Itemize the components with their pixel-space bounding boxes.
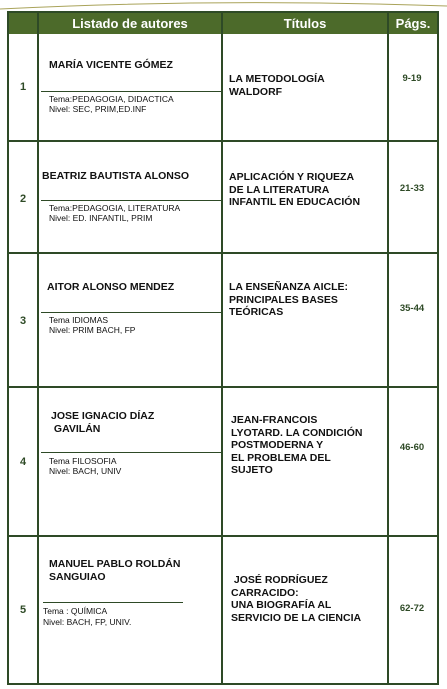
header-titles: Títulos bbox=[223, 13, 387, 34]
row-number: 3 bbox=[19, 315, 27, 327]
page-range: 9-19 bbox=[402, 73, 422, 84]
author-name: MARÍA VICENTE GÓMEZ bbox=[49, 59, 173, 71]
author-name: JOSE IGNACIO DÍAZ GAVILÁN bbox=[51, 410, 155, 435]
author-level: Nivel: BACH, UNIV bbox=[49, 466, 122, 476]
author-name: AITOR ALONSO MENDEZ bbox=[47, 281, 175, 293]
row-number: 5 bbox=[19, 604, 27, 616]
author-topic: Tema:PEDAGOGIA, LITERATURA bbox=[49, 203, 181, 213]
author-level: Nivel: SEC, PRIM,ED.INF bbox=[49, 104, 147, 114]
article-title: LA METODOLOGÍA WALDORF bbox=[229, 73, 325, 98]
author-level: Nivel: PRIM BACH, FP bbox=[49, 325, 136, 335]
page-range: 21-33 bbox=[399, 183, 425, 194]
author-level: Nivel: BACH, FP, UNIV. bbox=[43, 617, 132, 627]
row-number: 4 bbox=[19, 456, 27, 468]
page-range: 46-60 bbox=[399, 442, 425, 453]
article-title: APLICACIÓN Y RIQUEZA DE LA LITERATURA INFANTIL EN EDUCACIÓN bbox=[229, 171, 361, 208]
header-num-cell bbox=[9, 13, 37, 34]
top-decorative-line bbox=[0, 0, 447, 10]
page-range: 35-44 bbox=[399, 303, 425, 314]
page-range: 62-72 bbox=[399, 603, 425, 614]
header-pages: Págs. bbox=[389, 13, 437, 34]
author-name: BEATRIZ BAUTISTA ALONSO bbox=[42, 170, 189, 182]
author-topic: Tema : QUÍMICA bbox=[43, 606, 108, 616]
author-topic: Tema IDIOMAS bbox=[49, 315, 109, 325]
article-title: LA ENSEÑANZA AICLE: PRINCIPALES BASES TEÓRICAS bbox=[229, 281, 348, 318]
row-number: 1 bbox=[19, 81, 27, 93]
article-title: JEAN-FRANCOIS LYOTARD. LA CONDICIÓN POSTMODERNA Y EL PROBLEMA DEL SUJETO bbox=[231, 414, 363, 476]
author-topic: Tema FILOSOFIA bbox=[49, 456, 117, 466]
row-number: 2 bbox=[19, 193, 27, 205]
authors-table bbox=[7, 11, 439, 685]
author-name: MANUEL PABLO ROLDÁN SANGUIAO bbox=[49, 558, 181, 583]
header-authors: Listado de autores bbox=[39, 13, 221, 34]
author-level: Nivel: ED. INFANTIL, PRIM bbox=[49, 213, 153, 223]
author-topic: Tema:PEDAGOGIA, DIDACTICA bbox=[49, 94, 174, 104]
article-title: JOSÉ RODRÍGUEZ CARRACIDO: UNA BIOGRAFÍA AL SERVICIO DE LA CIENCIA bbox=[231, 574, 362, 624]
